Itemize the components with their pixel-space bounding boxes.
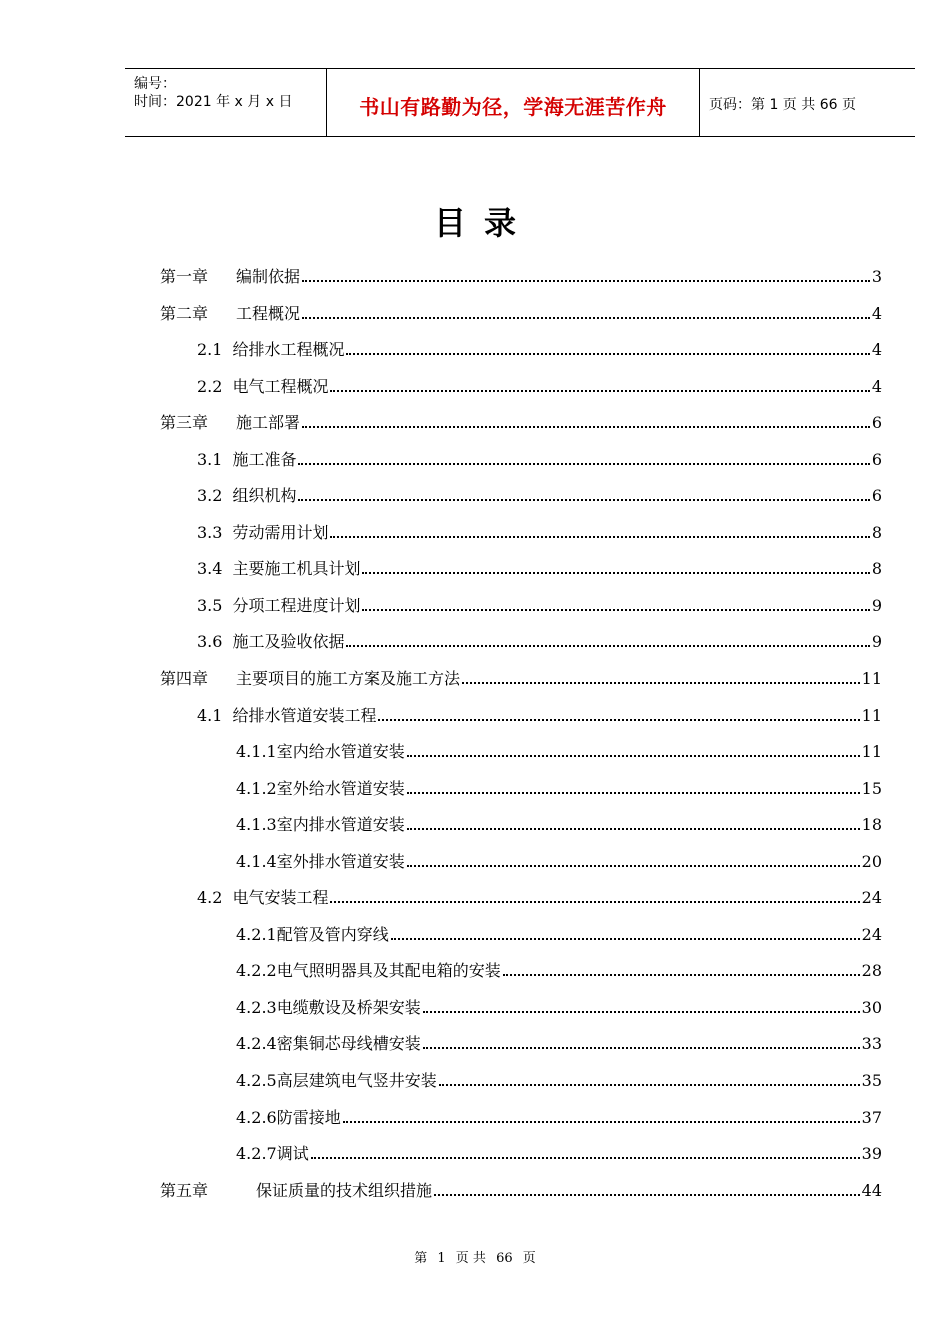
toc-entry-number: 第五章 [160,1180,209,1200]
header-motto-cell [327,69,700,136]
toc-entry-page: 28 [861,961,882,981]
toc-entry-page: 18 [861,815,882,835]
toc-entry-page: 8 [871,559,882,579]
toc-entry-label: 高层建筑电气竖井安装 [276,1071,437,1091]
toc-leader-dots [343,1121,860,1123]
toc-entry[interactable] [160,1178,882,1215]
toc-leader-dots [462,682,860,684]
toc-entry[interactable] [160,264,882,301]
header-motto: 书山有路勤为径，学海无涯苦作舟 [359,95,667,119]
toc-entry[interactable] [160,958,882,995]
toc-entry-number: 4.2.7 [236,1144,277,1164]
toc-leader-dots [407,828,860,830]
toc-entry[interactable] [160,995,882,1032]
toc-leader-dots [407,755,860,757]
toc-entry-number: 2.2 [197,376,223,396]
toc-leader-dots [362,609,869,611]
toc-entry-label: 主要项目的施工方案及施工方法 [236,669,461,689]
toc-entry-number: 3.5 [197,595,223,615]
toc-entry-number: 4.2.3 [236,997,277,1017]
toc-entry-label: 施工准备 [232,449,297,469]
toc-entry-label: 给排水管道安装工程 [232,705,377,725]
document-number-label: 编号： [134,76,176,92]
toc-entry[interactable] [160,301,882,338]
toc-entry-page: 11 [861,705,882,725]
toc-entry-label: 防雷接地 [276,1107,341,1127]
toc-entry-page: 39 [861,1144,882,1164]
toc-entry-label: 主要施工机具计划 [232,559,361,579]
toc-entry-number: 4.2.1 [236,924,277,944]
toc-leader-dots [346,645,869,647]
toc-entry-label: 电缆敷设及桥架安装 [276,997,421,1017]
toc-leader-dots [298,499,869,501]
toc-entry[interactable] [160,520,882,557]
toc-leader-dots [302,317,870,319]
toc-leader-dots [423,1011,860,1013]
toc-entry[interactable] [160,1031,882,1068]
toc-entry-label: 电气工程概况 [232,376,329,396]
toc-entry-number: 3.4 [197,559,223,579]
toc-entry-page: 33 [861,1034,882,1054]
toc-entry-page: 37 [861,1107,882,1127]
toc-leader-dots [311,1157,860,1159]
header-meta-cell [125,69,327,136]
toc-leader-dots [346,353,869,355]
toc-entry-page: 35 [861,1071,882,1091]
toc-leader-dots [302,426,870,428]
toc-entry-label: 分项工程进度计划 [232,595,361,615]
toc-entry[interactable] [160,483,882,520]
table-of-contents [160,264,882,1214]
toc-entry-page: 24 [861,924,882,944]
document-time: 时间：2021 年 x 月 x 日 [134,94,293,110]
toc-entry[interactable] [160,556,882,593]
toc-entry-page: 4 [871,376,882,396]
toc-leader-dots [330,536,869,538]
toc-leader-dots [378,719,859,721]
toc-entry-label: 编制依据 [236,267,301,286]
toc-entry-number: 4.2 [197,888,223,908]
toc-entry-number: 第二章 [160,303,209,323]
toc-entry-number: 4.2.4 [236,1034,277,1054]
toc-entry-number: 3.1 [197,449,223,469]
toc-entry[interactable] [160,1068,882,1105]
toc-entry[interactable] [160,739,882,776]
toc-entry-number: 3.2 [197,486,223,506]
toc-entry-label: 工程概况 [236,303,301,323]
toc-entry[interactable] [160,593,882,630]
toc-entry-page: 6 [871,413,882,433]
toc-entry[interactable] [160,410,882,447]
toc-entry-page: 8 [871,522,882,542]
toc-entry[interactable] [160,629,882,666]
toc-entry[interactable] [160,922,882,959]
toc-entry-label: 保证质量的技术组织措施 [256,1180,433,1200]
toc-entry-label: 施工及验收依据 [232,632,345,652]
toc-entry-label: 劳动需用计划 [232,522,329,542]
toc-entry-page: 6 [871,486,882,506]
toc-entry-number: 第一章 [160,267,209,286]
toc-entry-page: 11 [861,669,882,689]
toc-entry[interactable] [160,1141,882,1178]
page-header [125,68,915,137]
header-page-cell [700,69,915,136]
toc-entry-page: 44 [861,1180,882,1200]
toc-entry-page: 20 [861,851,882,871]
toc-entry-page: 6 [871,449,882,469]
toc-entry-label: 给排水工程概况 [232,340,345,360]
toc-entry[interactable] [160,776,882,813]
toc-entry-number: 4.1.3 [236,815,277,835]
toc-leader-dots [407,865,860,867]
toc-leader-dots [439,1084,860,1086]
page-footer [0,1247,950,1266]
toc-entry[interactable] [160,337,882,374]
toc-entry-number: 4.1.2 [236,778,277,798]
toc-entry-label: 密集铜芯母线槽安装 [276,1034,421,1054]
toc-entry-number: 3.3 [197,522,223,542]
toc-entry-number: 第三章 [160,413,209,433]
toc-entry[interactable] [160,703,882,740]
toc-leader-dots [407,792,860,794]
footer-prefix: 第 [414,1251,428,1266]
toc-entry-number: 4.2.6 [236,1107,277,1127]
toc-entry[interactable] [160,666,882,703]
toc-leader-dots [503,974,860,976]
toc-entry-page: 4 [871,303,882,323]
toc-leader-dots [423,1047,860,1049]
toc-entry-label: 电气安装工程 [232,888,329,908]
toc-entry-number: 4.2.2 [236,961,277,981]
toc-leader-dots [298,463,869,465]
toc-entry-label: 室内排水管道安装 [276,815,405,835]
toc-leader-dots [330,390,869,392]
toc-entry-number: 4.2.5 [236,1071,277,1091]
toc-entry[interactable] [160,447,882,484]
toc-leader-dots [362,572,869,574]
toc-entry[interactable] [160,374,882,411]
toc-entry-label: 室外给水管道安装 [276,778,405,798]
toc-entry-label: 电气照明器具及其配电箱的安装 [276,961,501,981]
toc-entry-page: 3 [871,267,882,286]
toc-entry-label: 施工部署 [236,413,301,433]
toc-entry-page: 9 [871,632,882,652]
toc-entry-number: 3.6 [197,632,223,652]
toc-leader-dots [391,938,860,940]
page-title: 目录 [433,204,534,242]
toc-entry-page: 11 [861,742,882,762]
toc-entry-page: 15 [861,778,882,798]
toc-entry-number: 4.1.1 [236,742,277,762]
toc-entry-label: 室外排水管道安装 [276,851,405,871]
toc-entry-page: 4 [871,340,882,360]
toc-leader-dots [434,1194,860,1196]
footer-page-number: 1 [437,1251,446,1266]
footer-total-pages: 66 [496,1251,513,1266]
toc-entry-label: 组织机构 [232,486,297,506]
footer-mid: 页 共 [455,1251,486,1266]
toc-entry-page: 24 [861,888,882,908]
toc-entry[interactable] [160,885,882,922]
toc-leader-dots [302,280,870,282]
toc-entry-label: 配管及管内穿线 [276,924,389,944]
toc-entry-page: 9 [871,595,882,615]
toc-entry-label: 室内给水管道安装 [276,742,405,762]
toc-entry[interactable] [160,812,882,849]
toc-entry-page: 30 [861,997,882,1017]
toc-leader-dots [330,901,859,903]
toc-entry-number: 第四章 [160,669,209,689]
toc-entry-number: 4.1 [197,705,223,725]
toc-entry-number: 4.1.4 [236,851,277,871]
toc-entry-label: 调试 [276,1144,309,1164]
toc-entry-number: 2.1 [197,340,223,360]
header-page-info: 页码：第 1 页 共 66 页 [709,97,856,113]
toc-entry[interactable] [160,1105,882,1142]
toc-entry[interactable] [160,849,882,886]
footer-suffix: 页 [522,1251,536,1266]
